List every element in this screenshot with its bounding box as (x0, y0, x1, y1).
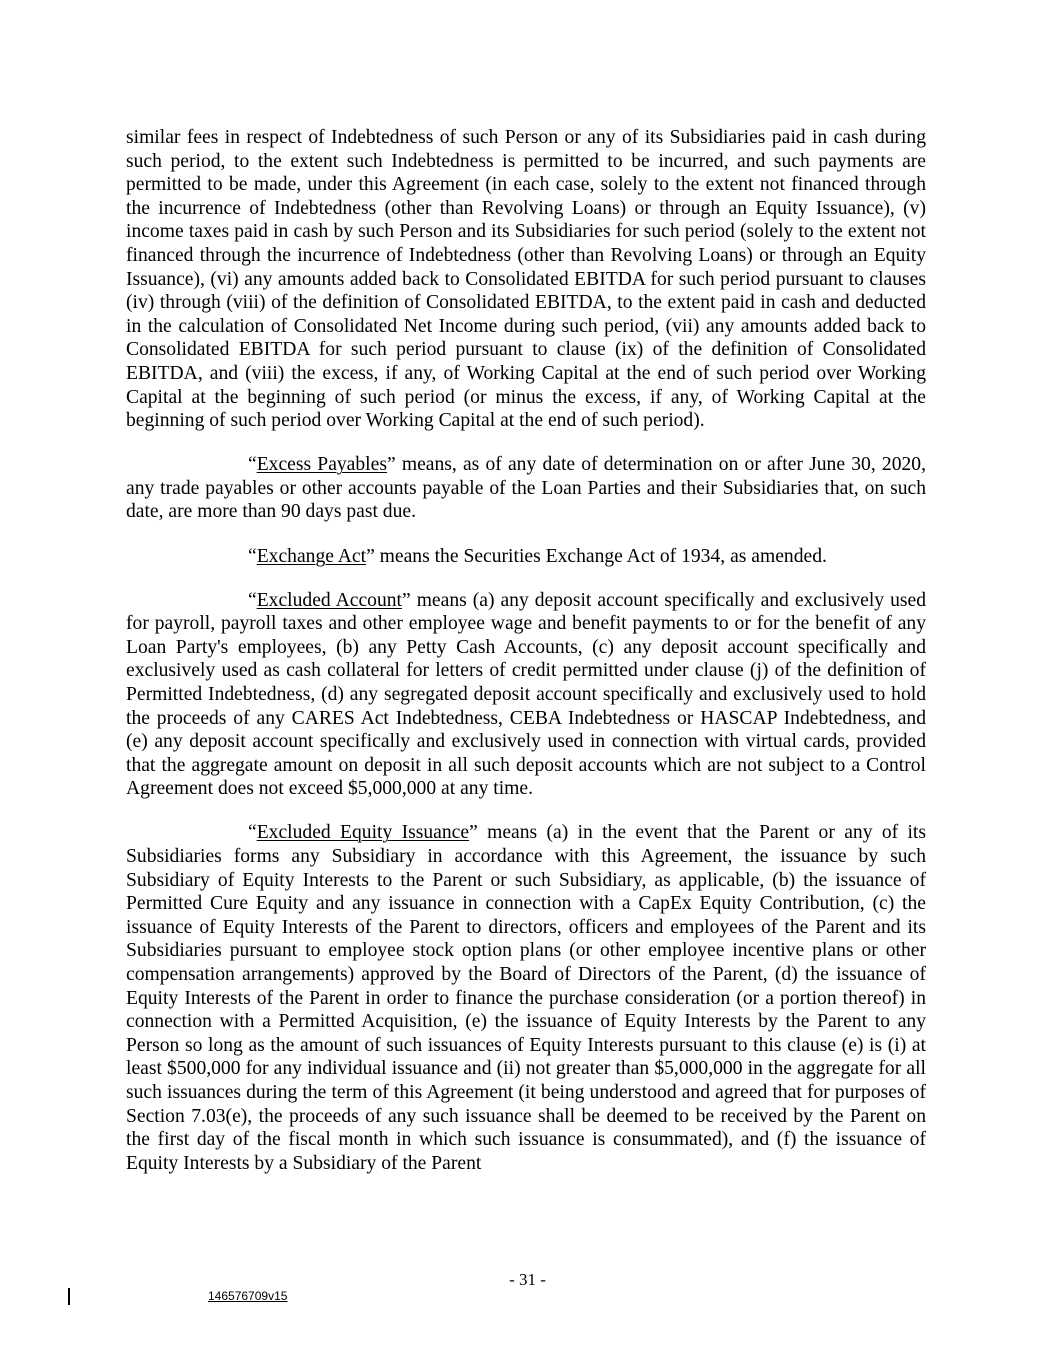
document-body (126, 126, 926, 1175)
definition-excluded-account (126, 589, 926, 801)
defined-term: Excluded Account (256, 589, 402, 611)
definition-excluded-equity-issuance (126, 821, 926, 1175)
open-quote: “ (248, 545, 257, 567)
change-bar (68, 1288, 70, 1305)
paragraph-continuation (126, 126, 926, 433)
page-number: - 31 - (509, 1270, 546, 1289)
open-quote: “ (248, 822, 257, 844)
definition-exchange-act (126, 545, 926, 569)
document-id: 146576709v15 (208, 1289, 288, 1303)
definition-text: ” means (a) in the event that the Parent or any of its Subsidiaries forms any Subsidiary in accordance with this Agreement, the issuance by such Subsidiary of Equity Interests to the Parent or such Subsidiary, as applicable, (b) the issuance of Permitted Cure Equity and any issuance in connection with a CapEx Equity Contribution, (c) the issuance of Equity Interests of the Parent to directors, officers and employees of the Parent and its Subsidiaries pursuant to employee stock option plans (or other employee incentive plans or other compensation arrangements) approved by the Board of Directors of the Parent, (d) the issuance of Equity Interests of the Parent in order to finance the purchase consideration (or a portion thereof) in connection with a Permitted Acquisition, (e) the issuance of Equity Interests by the Parent to any Person so long as the amount of such issuances of Equity Interests pursuant to this clause (e) is (i) at least $500,000 for any individual issuance and (ii) not greater than $5,000,000 in the aggregate for all such issuances during the term of this Agreement (it being understood and agreed that for purposes of Section 7.03(e), the proceeds of any such issuance shall be deemed to be received by the Parent on the first day of the fiscal month in which such issuance is consummated), and (f) the issuance of Equity Interests by a Subsidiary of the Parent (126, 822, 926, 1174)
defined-term: Exchange Act (256, 545, 367, 567)
defined-term: Excluded Equity Issuance (256, 822, 470, 844)
definition-text: ” means (a) any deposit account specifically and exclusively used for payroll, payroll taxes and other employee wage and benefit payments to or for the benefit of any Loan Party's employees, (b) any Petty Cash Accounts, (c) any deposit account specifically and exclusively used as cash collateral for letters of credit permitted under clause (j) of the definition of Permitted Indebtedness, (d) any segregated deposit account specifically and exclusively used to hold the proceeds of any CARES Act Indebtedness, CEBA Indebtedness or HASCAP Indebtedness, and (e) any deposit account specifically and exclusively used in connection with virtual cards, provided that the aggregate amount on deposit in all such deposit accounts which are not subject to a Control Agreement does not exceed $5,000,000 at any time. (126, 589, 926, 800)
defined-term: Excess Payables (256, 454, 387, 476)
definition-text: ” means, as of any date of determination on or after June 30, 2020, any trade payables or other accounts payable of the Loan Parties and their Subsidiaries that, on such date, are more than 90 days past due. (126, 454, 926, 523)
paragraph-text: similar fees in respect of Indebtedness of such Person or any of its Subsidiaries paid in cash during such period, to the extent such Indebtedness is permitted to be incurred, and such payments are permitted to be made, under this Agreement (in each case, solely to the extent not financed through the incurrence of Indebtedness (other than Revolving Loans) or through an Equity Issuance), (v) income taxes paid in cash by such Person and its Subsidiaries for such period (solely to the extent not financed through the incurrence of Indebtedness (other than Revolving Loans) or through an Equity Issuance), (vi) any amounts added back to Consolidated EBITDA for such period pursuant to clauses (iv) through (viii) of the definition of Consolidated EBITDA, to the extent paid in cash and deducted in the calculation of Consolidated Net Income during such period, (vii) any amounts added back to Consolidated EBITDA for such period pursuant to clause (ix) of the definition of Consolidated EBITDA, and (viii) the excess, if any, of Working Capital at the end of such period over Working Capital at the beginning of such period (or minus the excess, if any, of Working Capital at the beginning of such period over Working Capital at the end of such period). (126, 127, 926, 432)
open-quote: “ (248, 589, 257, 611)
open-quote: “ (248, 454, 257, 476)
definition-excess-payables (126, 453, 926, 524)
definition-text: ” means the Securities Exchange Act of 1934, as amended. (366, 545, 827, 567)
